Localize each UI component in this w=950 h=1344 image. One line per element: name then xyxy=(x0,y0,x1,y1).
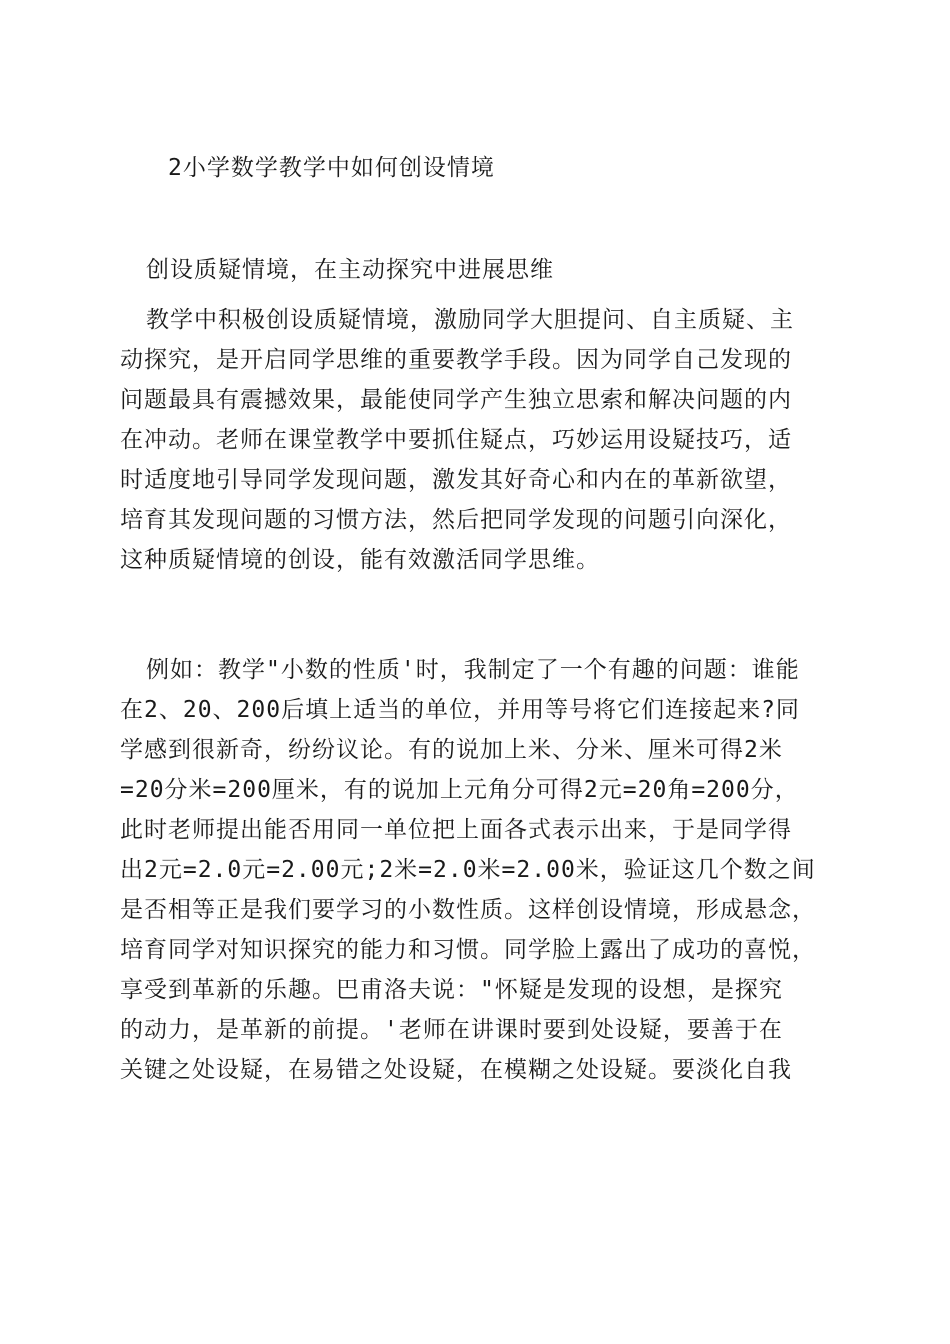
paragraph-line: 此时老师提出能否用同一单位把上面各式表示出来，于是同学得 xyxy=(120,817,792,843)
paragraph-line: 是否相等正是我们要学习的小数性质。这样创设情境，形成悬念， xyxy=(120,897,816,923)
section-heading: 创设质疑情境，在主动探究中进展思维 xyxy=(146,257,554,283)
document-title: 2小学数学教学中如何创设情境 xyxy=(168,155,495,181)
paragraph-line: 关键之处设疑，在易错之处设疑，在模糊之处设疑。要淡化自我 xyxy=(120,1057,792,1083)
paragraph-line: 培育其发现问题的习惯方法，然后把同学发现的问题引向深化， xyxy=(120,507,792,533)
paragraph-line: 培育同学对知识探究的能力和习惯。同学脸上露出了成功的喜悦， xyxy=(120,937,816,963)
paragraph-2 xyxy=(120,650,840,1090)
paragraph-line: 这种质疑情境的创设，能有效激活同学思维。 xyxy=(120,547,600,573)
paragraph-1 xyxy=(120,300,840,580)
paragraph-line: 在冲动。老师在课堂教学中要抓住疑点，巧妙运用设疑技巧，适 xyxy=(120,427,792,453)
paragraph-line: 学感到很新奇，纷纷议论。有的说加上米、分米、厘米可得2米 xyxy=(120,737,783,763)
paragraph-line: 在2、20、200后填上适当的单位，并用等号将它们连接起来?同 xyxy=(120,697,800,723)
paragraph-line: 问题最具有震撼效果，最能使同学产生独立思索和解决问题的内 xyxy=(120,387,792,413)
paragraph-line: 动探究，是开启同学思维的重要教学手段。因为同学自己发现的 xyxy=(120,347,792,373)
paragraph-line: 教学中积极创设质疑情境，激励同学大胆提问、自主质疑、主 xyxy=(146,307,794,333)
paragraph-line: 出2元=2.0元=2.00元;2米=2.0米=2.00米，验证这几个数之间 xyxy=(120,857,816,883)
paragraph-line: 的动力，是革新的前提。'老师在讲课时要到处设疑，要善于在 xyxy=(120,1017,783,1043)
paragraph-line: =20分米=200厘米，有的说加上元角分可得2元=20角=200分， xyxy=(120,777,799,803)
paragraph-line: 例如：教学"小数的性质'时，我制定了一个有趣的问题：谁能 xyxy=(146,657,800,683)
paragraph-line: 时适度地引导同学发现问题，激发其好奇心和内在的革新欲望， xyxy=(120,467,792,493)
paragraph-line: 享受到革新的乐趣。巴甫洛夫说："怀疑是发现的设想，是探究 xyxy=(120,977,783,1003)
